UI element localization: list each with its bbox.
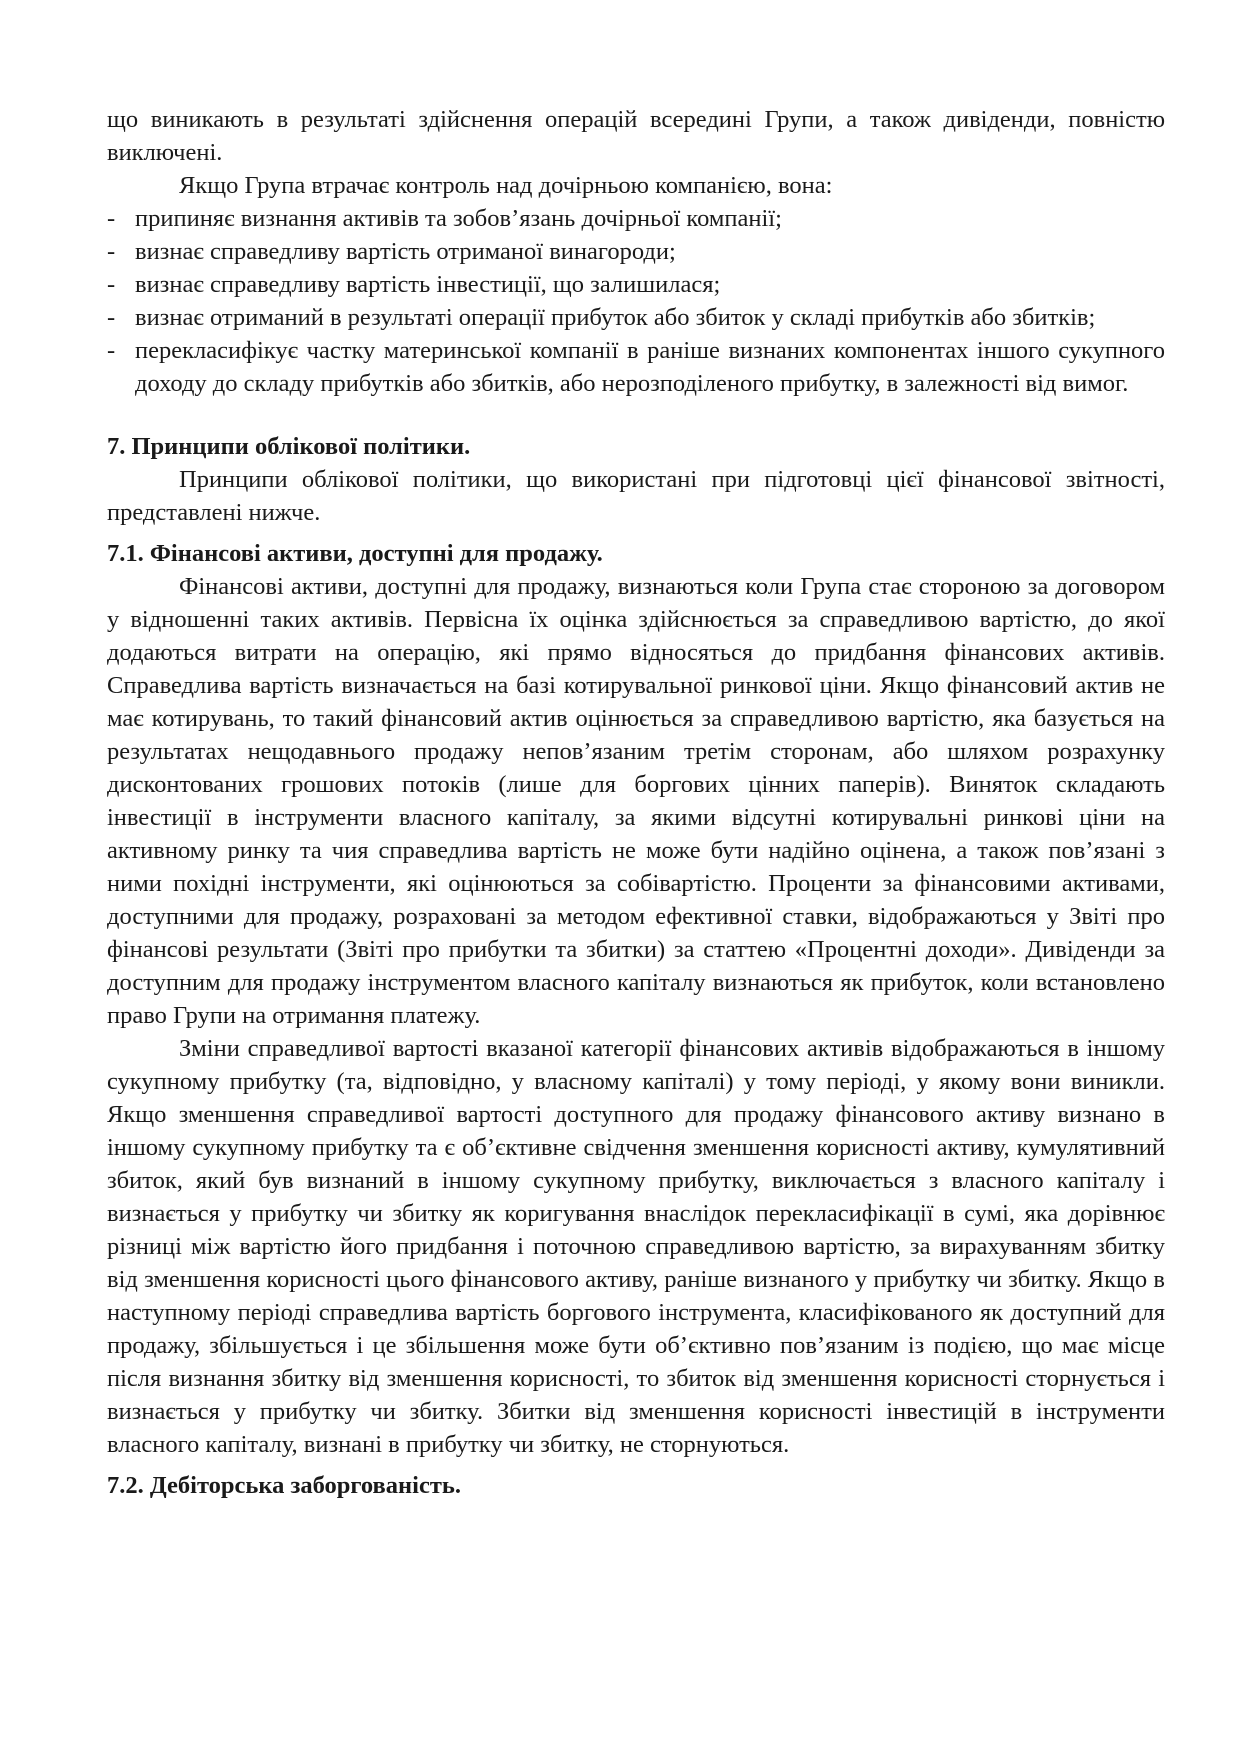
section-7-text: Принципи облікової політики, що використані при підготовці цієї фінансової звітності, представлені нижче. — [107, 466, 1165, 526]
section-7-2-heading: 7.2. Дебіторська заборгованість. — [107, 1472, 461, 1499]
section-7-1-paragraph-1: Фінансові активи, доступні для продажу, визнаються коли Група стає стороною за договором у відношенні таких активів. Первісна їх оцінка здійснюється за справедливою вартістю, до якої додаються витрати на операцію, які прямо відносяться до придбання фінансових активів. Справедлива вартість визначається на базі котирувальної ринкової ціни. Якщо фінансовий актив не має котирувань, то такий фінансовий актив оцінюється за справедливою вартістю, яка базується на результатах нещодавнього продажу непов’язаним третім сторонам, або шляхом розрахунку дисконтованих грошових потоків (лише для боргових цінних паперів). Виняток складають інвестиції в інструменти власного капіталу, за якими відсутні котирувальні ринкові ціни на активному ринку та чия справедлива вартість не може бути надійно оцінена, а також пов’язані з ними похідні інструменти, які оцінюються за собівартістю. Проценти за фінансовими активами, доступними для продажу, розраховані за методом ефективної ставки, відображаються у Звіті про фінансові результати (Звіті про прибутки та збитки) за статтею «Процентні доходи». Дивіденди за доступним для продажу інструментом власного капіталу визнаються як прибуток, коли встановлено право Групи на отримання платежу. — [107, 573, 1165, 1029]
list-item-text: визнає справедливу вартість отриманої винагороди; — [135, 238, 676, 265]
bullet-marker: - — [107, 205, 116, 232]
list-item — [107, 268, 1165, 301]
list-item — [107, 235, 1165, 268]
section-7-heading: 7. Принципи облікової політики. — [107, 433, 471, 460]
list-item-text: визнає отриманий в результаті операції прибуток або збиток у складі прибутків або збитків; — [135, 304, 1096, 331]
list-item — [107, 202, 1165, 235]
list-item-text: припиняє визнання активів та зобов’язань дочірньої компанії; — [135, 205, 782, 232]
section-7-1-heading: 7.1. Фінансові активи, доступні для продажу. — [107, 540, 603, 567]
bullet-marker: - — [107, 337, 116, 364]
intro-continuation: що виникають в результаті здійснення операцій всередині Групи, а також дивіденди, повністю виключені. — [107, 106, 1165, 166]
document-page — [107, 103, 1165, 1502]
list-item-text: перекласифікує частку материнської компанії в раніше визнаних компонентах іншого сукупного доходу до складу прибутків або збитків, або нерозподіленого прибутку, в залежності від вимог. — [135, 337, 1165, 397]
lost-control-intro: Якщо Група втрачає контроль над дочірньою компанією, вона: — [179, 172, 833, 199]
bullet-marker: - — [107, 304, 116, 331]
section-7-1-paragraph-2: Зміни справедливої вартості вказаної категорії фінансових активів відображаються в іншому сукупному прибутку (та, відповідно, у власному капіталі) у тому періоді, у якому вони виникли. Якщо зменшення справедливої вартості доступного для продажу фінансового активу визнано в іншому сукупному прибутку та є об’єктивне свідчення зменшення корисності активу, кумулятивний збиток, який був визнаний в іншому сукупному прибутку, виключається з власного капіталу і визнається у прибутку чи збитку як коригування внаслідок перекласифікації в сумі, яка дорівнює різниці між вартістю його придбання і поточною справедливою вартістю, за вирахуванням збитку від зменшення корисності цього фінансового активу, раніше визнаного у прибутку чи збитку. Якщо в наступному періоді справедлива вартість боргового інструмента, класифікованого як доступний для продажу, збільшується і це збільшення може бути об’єктивно пов’язаним із подією, що має місце після визнання збитку від зменшення корисності, то збиток від зменшення корисності сторнується і визнається у прибутку чи збитку. Збитки від зменшення корисності інвестицій в інструменти власного капіталу, визнані в прибутку чи збитку, не сторнуються. — [107, 1035, 1165, 1458]
bullet-marker: - — [107, 271, 116, 298]
list-item-text: визнає справедливу вартість інвестиції, що залишилася; — [135, 271, 721, 298]
list-item — [107, 301, 1165, 334]
bullet-marker: - — [107, 238, 116, 265]
lost-control-list — [107, 202, 1165, 400]
list-item — [107, 334, 1165, 400]
